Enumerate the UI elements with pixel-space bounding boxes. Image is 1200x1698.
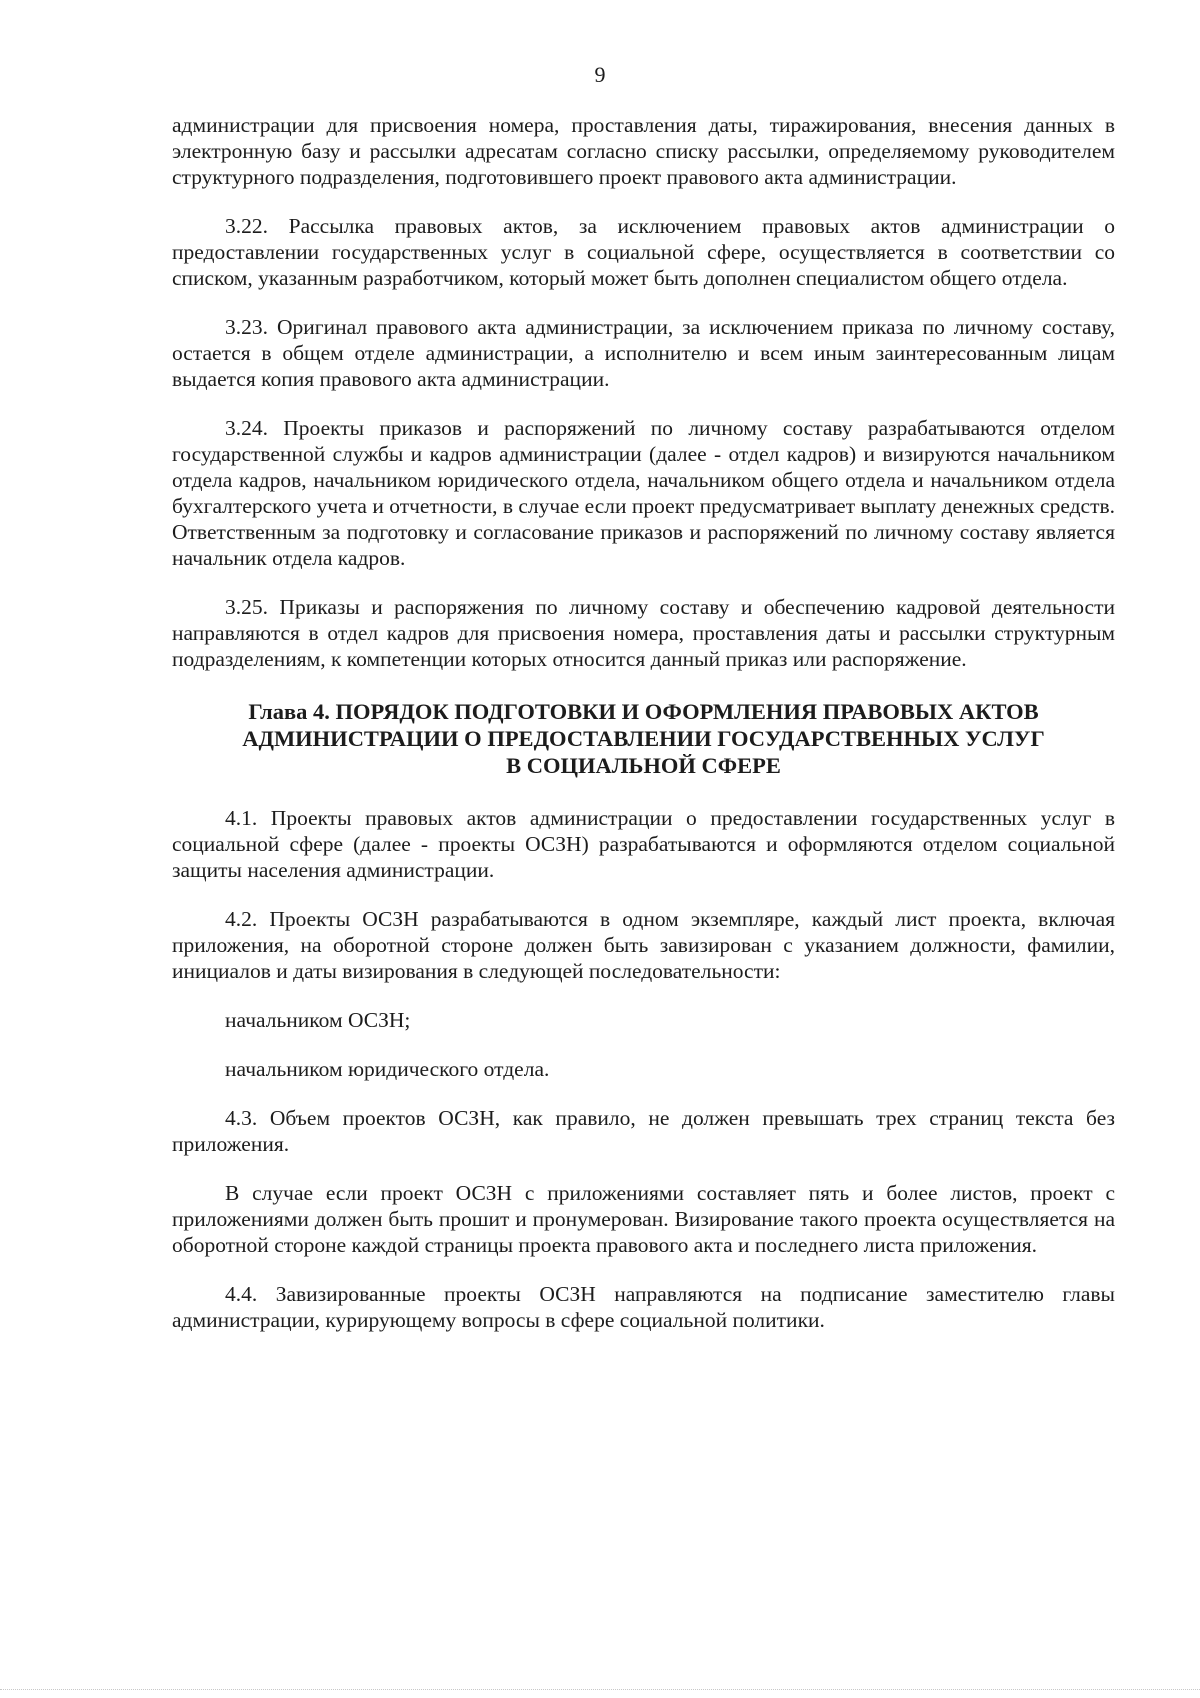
chapter-heading-line-3: В СОЦИАЛЬНОЙ СФЕРЕ (506, 753, 781, 778)
document-body (172, 112, 1115, 1356)
paragraph-3-23: 3.23. Оригинал правового акта администрации, за исключением приказа по личному составу, остается в общем отделе администрации, а исполнителю и всем иным заинтересованным лицам выдается копия правового акта администрации. (172, 315, 1115, 391)
chapter-heading-line-2: АДМИНИСТРАЦИИ О ПРЕДОСТАВЛЕНИИ ГОСУДАРСТВЕННЫХ УСЛУГ (242, 726, 1045, 751)
chapter-4-heading (172, 698, 1115, 779)
scan-edge-line (0, 1689, 1200, 1690)
paragraph-3-25: 3.25. Приказы и распоряжения по личному составу и обеспечению кадровой деятельности направляются в отдел кадров для присвоения номера, проставления даты и рассылки структурным подразделениям, к компетенции которых относится данный приказ или распоряжение. (172, 595, 1115, 671)
paragraph-4-4: 4.4. Завизированные проекты ОСЗН направляются на подписание заместителю главы администрации, курирующему вопросы в сфере социальной политики. (172, 1282, 1115, 1332)
paragraph-3-24: 3.24. Проекты приказов и распоряжений по личному составу разрабатываются отделом государственной службы и кадров администрации (далее - отдел кадров) и визируются начальником отдела кадров, начальником юридического отдела, начальником общего отдела и начальником отдела бухгалтерского учета и отчетности, в случае если проект предусматривает выплату денежных средств. Ответственным за подготовку и согласование приказов и распоряжений по личному составу является начальник отдела кадров. (172, 416, 1115, 570)
page-number: 9 (594, 62, 606, 87)
paragraph-4-3: 4.3. Объем проектов ОСЗН, как правило, не должен превышать трех страниц текста без приложения. (172, 1106, 1115, 1156)
list-item-legal-head: начальником юридического отдела. (225, 1057, 550, 1081)
paragraph-continuation: администрации для присвоения номера, проставления даты, тиражирования, внесения данных в электронную базу и рассылки адресатам согласно списку рассылки, определяемому руководителем структурного подразделения, подготовившего проект правового акта администрации. (172, 113, 1115, 189)
paragraph-4-2: 4.2. Проекты ОСЗН разрабатываются в одном экземпляре, каждый лист проекта, включая приложения, на оборотной стороне должен быть завизирован с указанием должности, фамилии, инициалов и даты визирования в следующей последовательности: (172, 907, 1115, 983)
paragraph-3-22: 3.22. Рассылка правовых актов, за исключением правовых актов администрации о предоставлении государственных услуг в социальной сфере, осуществляется в соответствии со списком, указанным разработчиком, который может быть дополнен специалистом общего отдела. (172, 214, 1115, 290)
list-item-osszn-head: начальником ОСЗН; (225, 1008, 411, 1032)
chapter-heading-line-1: Глава 4. ПОРЯДОК ПОДГОТОВКИ И ОФОРМЛЕНИЯ ПРАВОВЫХ АКТОВ (248, 699, 1039, 724)
paragraph-4-3-continued: В случае если проект ОСЗН с приложениями составляет пять и более листов, проект с приложениями должен быть прошит и пронумерован. Визирование такого проекта осуществляется на оборотной стороне каждой страницы проекта правового акта и последнего листа приложения. (172, 1181, 1115, 1257)
paragraph-4-1: 4.1. Проекты правовых актов администрации о предоставлении государственных услуг в социальной сфере (далее - проекты ОСЗН) разрабатываются и оформляются отделом социальной защиты населения администрации. (172, 806, 1115, 882)
